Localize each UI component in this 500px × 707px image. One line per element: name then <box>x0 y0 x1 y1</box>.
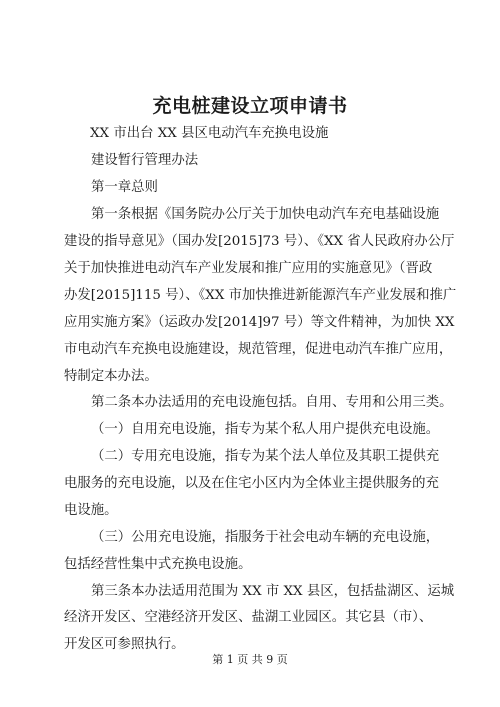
paragraph-line: （二）专用充电设施，指专为某个法人单位及其职工提供充 <box>91 449 440 464</box>
paragraph-line: 经济开发区、空港经济开发区、盐湖工业园区。其它县（市）、 <box>64 610 433 625</box>
paragraph-line: 第一条根据《国务院办公厅关于加快电动汽车充电基础设施 <box>91 207 440 222</box>
paragraph-line: 电服务的充电设施，以及在住宅小区内为全体业主提供服务的充 <box>64 476 439 491</box>
paragraph-line: 应用实施方案》（运政办发[2014]97 号）等文件精神，为加快 XX <box>64 315 455 330</box>
paragraph-line: （一）自用充电设施，指专为某个私人用户提供充电设施。 <box>91 422 440 437</box>
document-title: 充电桩建设立项申请书 <box>152 95 348 117</box>
paragraph-line: 建设暂行管理办法 <box>91 153 199 168</box>
paragraph-line: 电设施。 <box>64 503 118 518</box>
paragraph-line: 开发区可参照执行。 <box>64 637 185 652</box>
paragraph-line: 建设的指导意见》（国办发[2015]73 号）、《XX 省人民政府办公厅 <box>64 234 455 249</box>
paragraph-line: 包括经营性集中式充换电设施。 <box>64 557 252 572</box>
paragraph-line: XX 市出台 XX 县区电动汽车充换电设施 <box>90 126 329 141</box>
paragraph-line: 办发[2015]115 号）、《XX 市加快推进新能源汽车产业发展和推广 <box>64 288 457 303</box>
paragraph-line: （三）公用充电设施，指服务于社会电动车辆的充电设施， <box>91 530 440 545</box>
paragraph-line: 市电动汽车充换电设施建设，规范管理，促进电动汽车推广应用， <box>64 342 453 357</box>
page-number-footer: 第 1 页 共 9 页 <box>212 653 288 666</box>
paragraph-line: 特制定本办法。 <box>64 369 158 384</box>
paragraph-line: 第二条本办法适用的充电设施包括。自用、专用和公用三类。 <box>91 395 453 410</box>
paragraph-line: 第三条本办法适用范围为 XX 市 XX 县区，包括盐湖区、运城 <box>91 584 455 599</box>
paragraph-line: 关于加快推进电动汽车产业发展和推广应用的实施意见》（晋政 <box>64 261 433 276</box>
paragraph-line: 第一章总则 <box>91 180 158 195</box>
